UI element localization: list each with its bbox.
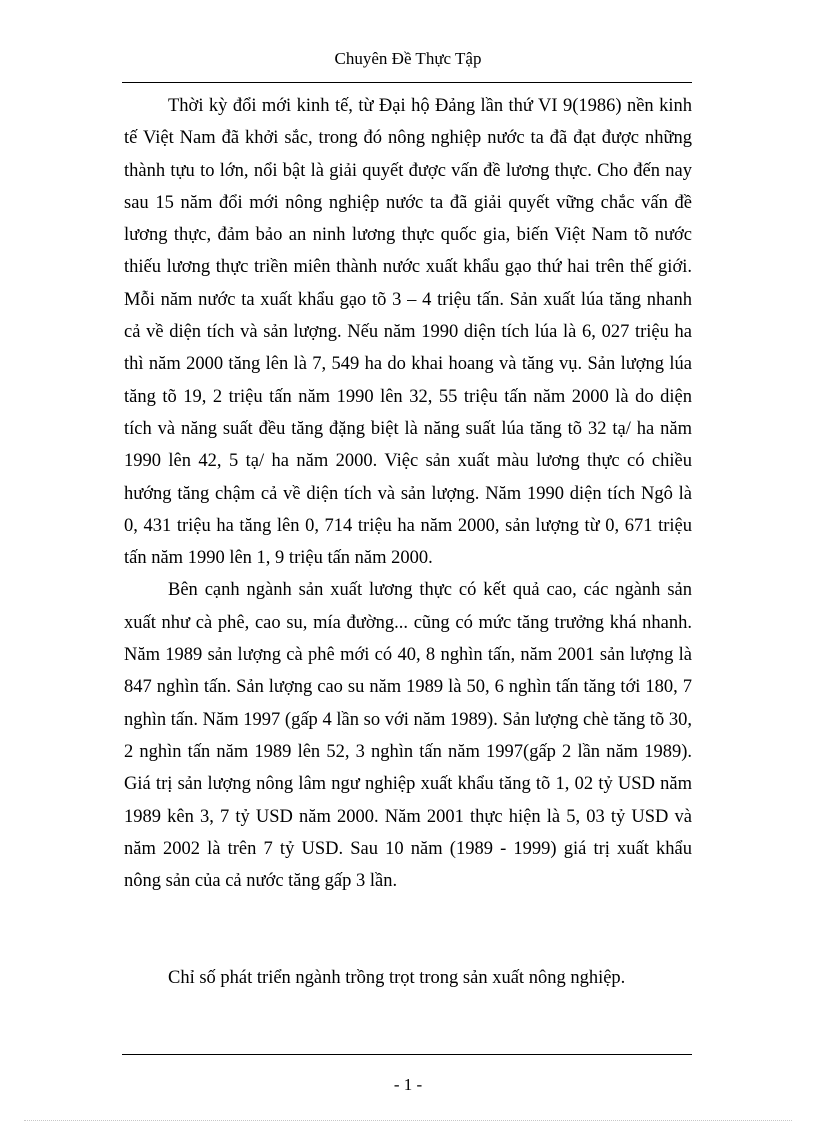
page-edge-divider xyxy=(24,1120,792,1121)
page-number: - 1 - xyxy=(393,1075,423,1094)
body-paragraph: Bên cạnh ngành sản xuất lương thực có kết quả cao, các ngành sản xuất như cà phê, cao su, mía đường... cũng có mức tăng trưởng khá nhanh. Năm 1989 sản lượng cà phê mới có 40, 8 nghìn tấn, năm 2001 sản lượng là 847 nghìn tấn. Sản lượng cao su năm 1989 là 50, 6 nghìn tấn tăng tới 180, 7 nghìn tấn. Năm 1997 (gấp 4 lần so với năm 1989). Sản lượng chè tăng tõ 30, 2 nghìn tấn năm 1989 lên 52, 3 nghìn tấn năm 1997(gấp 2 lần năm 1989). Giá trị sản lượng nông lâm ngư nghiệp xuất khẩu tăng tõ 1, 02 tỷ USD năm 1989 kên 3, 7 tỷ USD năm 2000. Năm 2001 thực hiện là 5, 03 tỷ USD và năm 2002 là trên 7 tỷ USD. Sau 10 năm (1989 - 1999) giá trị xuất khẩu nông sản của cả nước tăng gấp 3 lần. xyxy=(124,580,692,892)
body-paragraph: Thời kỳ đổi mới kinh tế, từ Đại hộ Đảng lần thứ VI 9(1986) nền kinh tế Việt Nam đã khởi sắc, trong đó nông nghiệp nước ta đã đạt được những thành tựu to lớn, nổi bật là giải quyết được vấn đề lương thực. Cho đến nay sau 15 năm đổi mới nông nghiệp nước ta đã giải quyết vững chắc vấn đề lương thực, đảm bảo an ninh lương thực quốc gia, biến Việt Nam tõ nước thiếu lương thực triền miên thành nước xuất khẩu gạo thứ hai trên thế giới. Mỗi năm nước ta xuất khẩu gạo tõ 3 – 4 triệu tấn. Sản xuất lúa tăng nhanh cả về diện tích và sản lượng. Nếu năm 1990 diện tích lúa là 6, 027 triệu ha thì năm 2000 tăng lên là 7, 549 ha do khai hoang và tăng vụ. Sản lượng lúa tăng tõ 19, 2 triệu tấn năm 1990 lên 32, 55 triệu tấn năm 2000 là do diện tích và năng suất đều tăng đặng biệt là năng suất lúa tăng tõ 32 tạ/ ha năm 1990 lên 42, 5 tạ/ ha năm 2000. Việc sản xuất màu lương thực có chiều hướng tăng chậm cả về diện tích và sản lượng. Năm 1990 diện tích Ngô là 0, 431 triệu ha tăng lên 0, 714 triệu ha năm 2000, sản lượng từ 0, 671 triệu tấn năm 1990 lên 1, 9 triệu tấn năm 2000. xyxy=(124,96,692,569)
header-rule xyxy=(122,82,692,83)
section-caption: Chỉ số phát triển ngành trồng trọt trong sản xuất nông nghiệp. xyxy=(168,968,626,988)
document-body xyxy=(124,90,692,897)
page-header-title: Chuyên Đề Thực Tập xyxy=(334,49,482,68)
footer-rule xyxy=(122,1054,692,1055)
